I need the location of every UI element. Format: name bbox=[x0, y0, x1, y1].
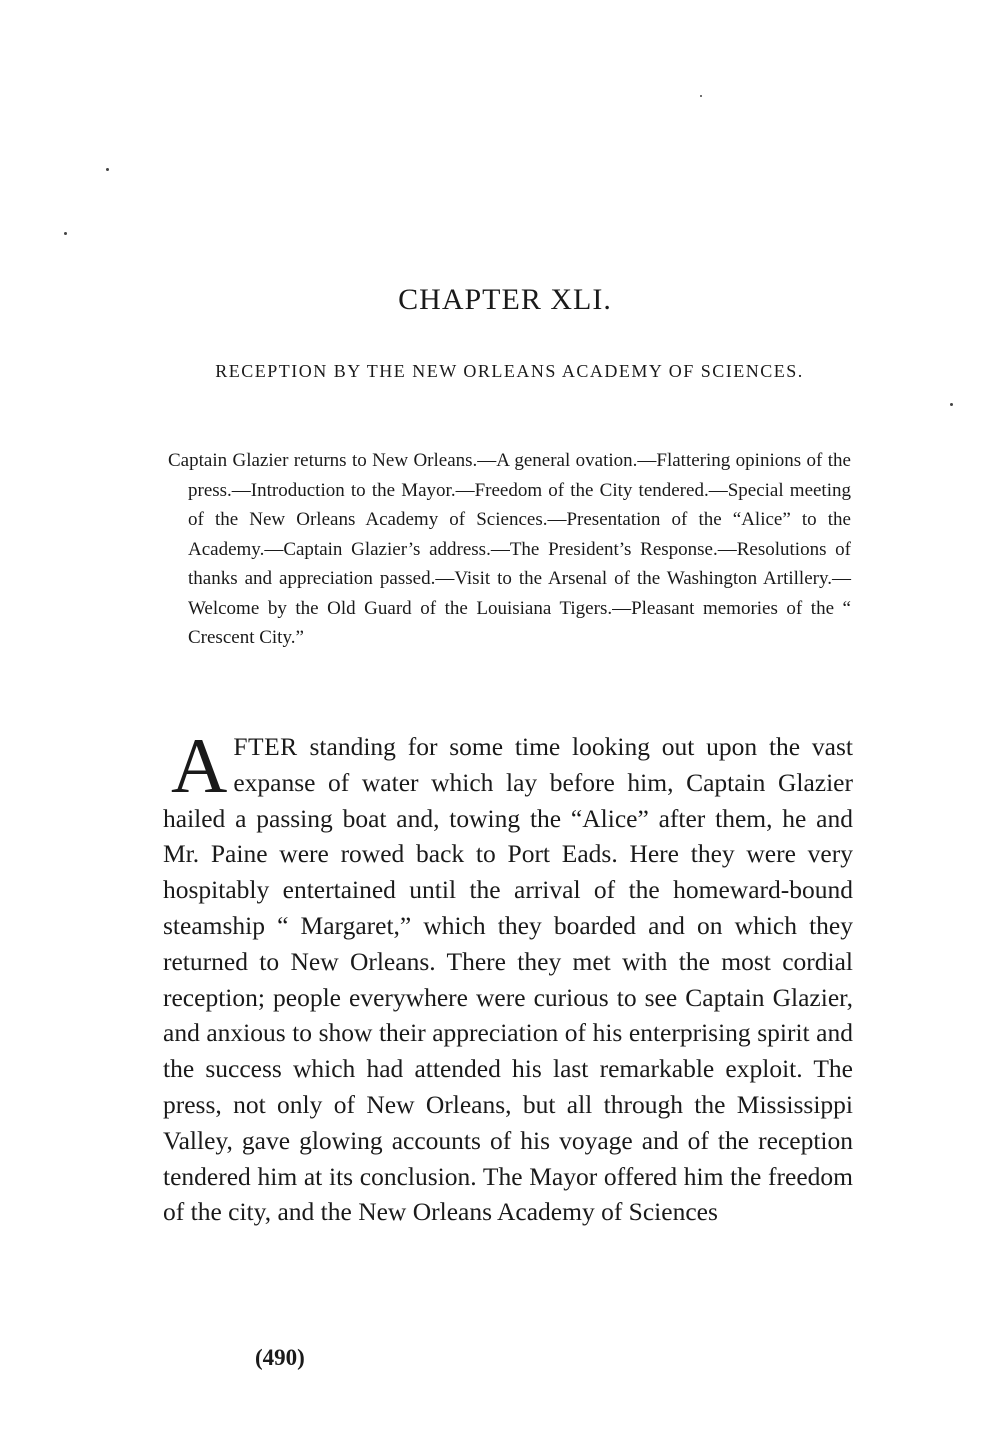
print-speck bbox=[64, 232, 67, 235]
chapter-synopsis bbox=[168, 446, 851, 653]
print-speck bbox=[106, 168, 109, 171]
body-text: standing for some time looking out upon the vast expanse of water which lay before him, Captain Glazier hailed a passing boat and, towing the “Alice” after them, he and Mr. Paine were rowed back to Port Eads. Here they were very hospitably entertained until the arrival of the homeward-bound steamship “ Margaret,” which they boarded and on which they returned to New Orleans. There they met with the most cordial reception; people everywhere were curious to see Captain Glazier, and anxious to show their appreciation of his enterprising spirit and the success which had attended his last remarkable exploit. The press, not only of New Orleans, but all through the Mississippi Valley, gave glowing accounts of his voyage and of the reception tendered him at its conclusion. The Mayor offered him the freedom of the city, and the New Orleans Academy of Sciences bbox=[163, 732, 853, 1227]
synopsis-text: Captain Glazier returns to New Orleans.—A general ovation.—Flattering opinions of the press.—Introduction to the Mayor.—Freedom of the City tendered.—Special meeting of the New Orleans Academy of Sciences.—Presentation of the “Alice” to the Academy.—Captain Glazier’s address.—The President’s Response.—Resolutions of thanks and appreciation passed.—Visit to the Arsenal of the Washington Artillery.—Welcome by the Old Guard of the Louisiana Tigers.—Pleasant memories of the “ Crescent City.” bbox=[168, 450, 851, 648]
print-speck bbox=[950, 403, 953, 406]
lead-word: FTER bbox=[233, 732, 298, 761]
chapter-title: CHAPTER XLI. bbox=[398, 283, 612, 316]
body-paragraph bbox=[163, 722, 853, 1230]
page-number: (490) bbox=[255, 1345, 305, 1370]
chapter-subtitle: RECEPTION BY THE NEW ORLEANS ACADEMY OF SCIENCES. bbox=[215, 361, 804, 381]
print-speck bbox=[700, 95, 702, 97]
drop-cap: A bbox=[171, 722, 228, 809]
